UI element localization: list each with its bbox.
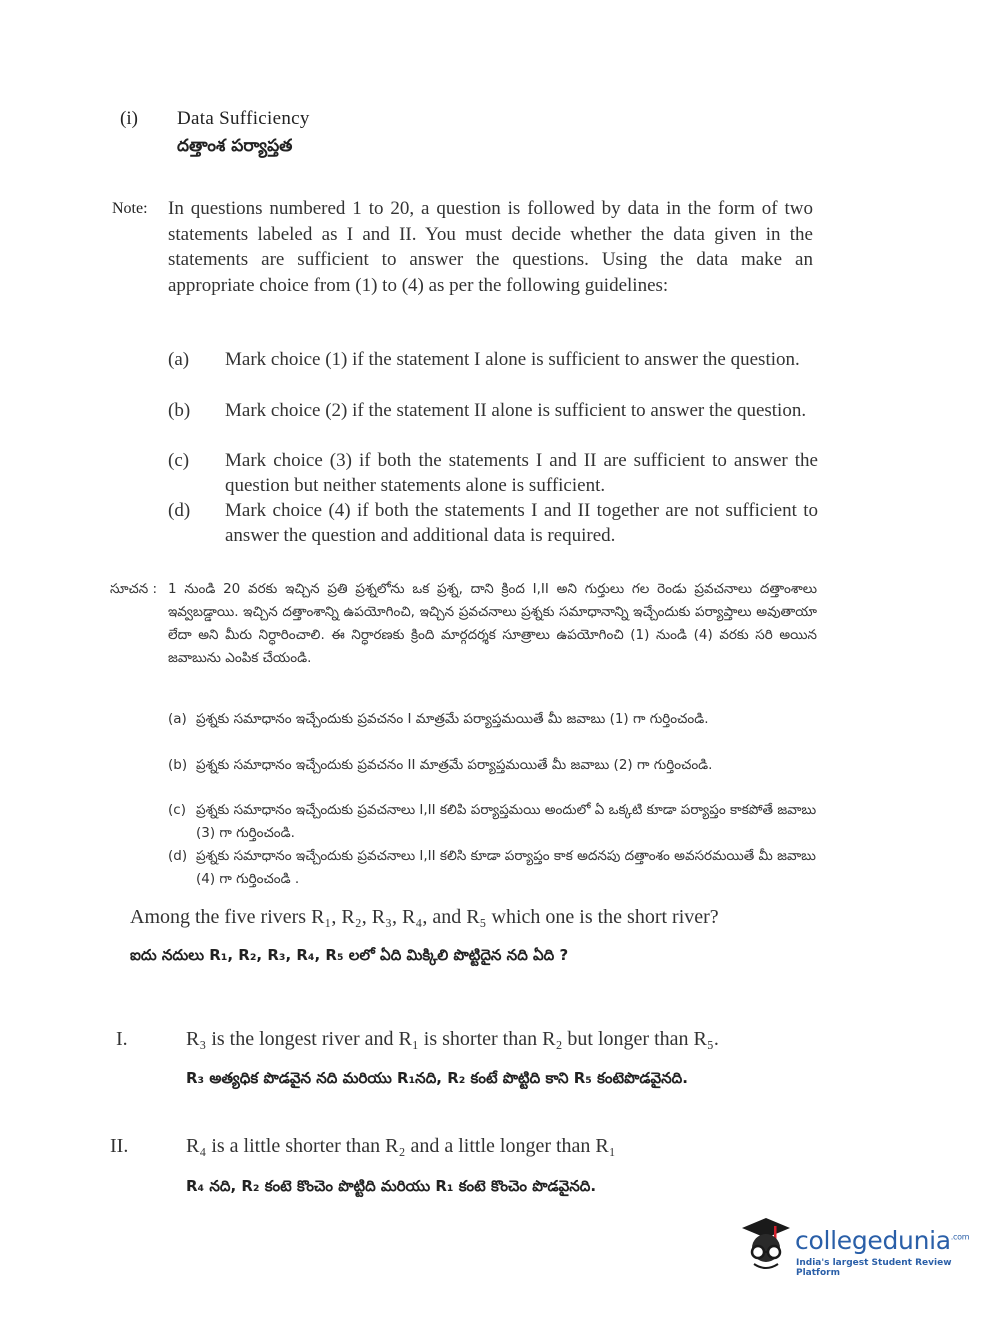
note-option-c [168,448,818,498]
statement-2-number: II. [110,1135,129,1157]
telugu-option-a [168,708,818,731]
option-text: ప్రశ్నకు సమాధానం ఇచ్చేందుకు ప్రవచనం II మాత్రమే పర్యాప్తమయితే మీ జవాబు (2) గా గుర్తించండి. [196,757,713,773]
telugu-option-d [168,845,818,890]
collegedunia-mascot-icon [736,1212,796,1280]
logo-suffix: .com [950,1232,970,1242]
telugu-note-label: సూచన : [110,581,158,597]
option-label: (c) [168,450,190,471]
option-text: Mark choice (3) if both the statements I and II are sufficient to answer the question but neither statements alone is sufficient. [225,450,818,496]
option-label: (c) [168,802,186,818]
note-option-b [168,398,818,423]
question-telugu: ఐదు నదులు R₁, R₂, R₃, R₄, R₅ లలో ఏది మిక్కిలి పొట్టిదైన నది ఏది ? [130,946,569,964]
collegedunia-tagline: India's largest Student Review Platform [796,1258,952,1278]
statement-1-telugu: R₃ అత్యధిక పొడవైన నది మరియు R₁నది, R₂ కంటే పొట్టిది కాని R₅ కంటెపొడవైనది. [186,1069,688,1087]
option-text: Mark choice (2) if the statement II alone is sufficient to answer the question. [225,400,807,421]
note-text: In questions numbered 1 to 20, a question is followed by data in the form of two statements labeled as I and II. You must decide whether the data given in the statements are sufficient to answer the questions. Using the data make an appropriate choice from (1) to (4) as per the following guidelines: [168,198,813,296]
option-label: (b) [168,400,191,421]
option-label: (a) [168,349,190,370]
option-text: ప్రశ్నకు సమాధానం ఇచ్చేందుకు ప్రవచనం I మాత్రమే పర్యాప్తమయితే మీ జవాబు (1) గా గుర్తించండి. [196,711,709,727]
option-label: (d) [168,848,188,864]
option-text: ప్రశ్నకు సమాధానం ఇచ్చేందుకు ప్రవచనాలు I,II కలిసి కూడా పర్యాప్తం కాక అదనపు దత్తాంశం అవసరమయితే మీ జవాబు (4) గా గుర్తించండి . [196,848,816,887]
telugu-option-b [168,754,818,777]
telugu-note-text: 1 నుండి 20 వరకు ఇచ్చిన ప్రతి ప్రశ్నలోను ఒక ప్రశ్న, దాని క్రింద I,II అని గుర్తులు గల రెండు ప్రవచనాలు దత్తాంశాలు ఇవ్వబడ్డాయి. ఇచ్చిన దత్తాంశాన్ని ఉపయోగించి, ఇచ్చిన ప్రవచనాలు ప్రశ్నకు సమాధానాన్ని ఇచ్చేందుకు పర్యాప్తాలు అవుతాయా లేదా అని మీరు నిర్ధారించాలి. ఈ నిర్ధారణకు క్రింది మార్గదర్శక సూత్రాలు ఉపయోగించి (1) నుండి (4) వరకు సరి అయిన జవాబును ఎంపిక చేయండి. [168,581,817,666]
telugu-option-c [168,799,818,844]
option-text: ప్రశ్నకు సమాధానం ఇచ్చేందుకు ప్రవచనాలు I,II కలిపి పర్యాప్తమయి అందులో ఏ ఒక్కటి కూడా పర్యాప్తం కాకపోతే జవాబు (3) గా గుర్తించండి. [196,802,817,841]
section-title: Data Sufficiency [177,108,310,129]
statement-2-english: R₄ is a little shorter than R₂ and a little longer than R₁ [186,1135,616,1157]
option-label: (b) [168,757,188,773]
note-option-d [168,498,818,548]
note-option-a [168,347,818,372]
statement-2-telugu: R₄ నది, R₂ కంటె కొంచెం పొట్టిది మరియు R₁ కంటె కొంచెం పొడవైనది. [186,1177,597,1195]
option-text: Mark choice (1) if the statement I alone is sufficient to answer the question. [225,349,800,370]
statement-1-english: R₃ is the longest river and R₁ is shorter than R₂ but longer than R₅. [186,1028,719,1050]
telugu-note [110,578,817,670]
option-text: Mark choice (4) if both the statements I and II together are not sufficient to answer the question and additional data is required. [225,500,818,546]
collegedunia-logo-text: collegedunia$^{.com}$ [795,1226,970,1255]
section-number: (i) [120,108,138,129]
note-label: Note: [112,200,148,217]
section-title-telugu: దత్తాంశ పర్యాప్తత [177,136,293,156]
statement-1-number: I. [116,1028,128,1050]
option-label: (d) [168,500,191,521]
question-english: Among the five rivers R₁, R₂, R₃, R₄, and R₅ which one is the short river? [130,906,719,928]
option-label: (a) [168,711,187,727]
